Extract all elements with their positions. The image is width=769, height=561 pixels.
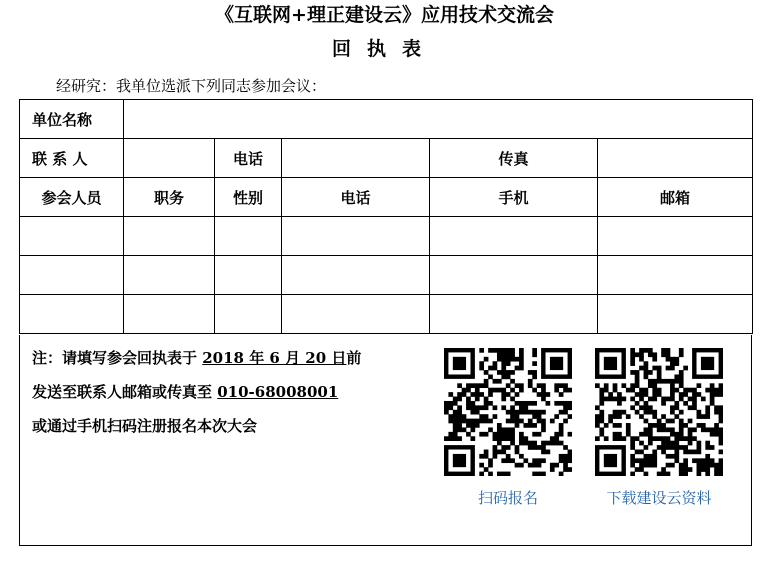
- column-header: 手机: [430, 178, 598, 217]
- table-cell[interactable]: [124, 256, 215, 295]
- fax-label: 传真: [430, 139, 598, 178]
- table-cell[interactable]: [215, 217, 282, 256]
- table-cell[interactable]: [282, 295, 430, 334]
- table-cell[interactable]: [430, 295, 598, 334]
- form-title: 《互联网+理正建设云》应用技术交流会: [215, 4, 554, 26]
- register-qr-label: 扫码报名: [477, 489, 538, 507]
- contact-field[interactable]: [124, 139, 215, 178]
- deadline-date: 2018 年 6 月 20 日: [202, 349, 347, 367]
- table-row: [20, 217, 753, 256]
- table-cell[interactable]: [215, 256, 282, 295]
- fax-number: 010-68008001: [217, 383, 339, 401]
- table-cell[interactable]: [282, 256, 430, 295]
- send-to-text: 发送至联系人邮箱或传真至: [32, 383, 218, 401]
- unit-name-label: 单位名称: [20, 100, 124, 139]
- column-header: 参会人员: [20, 178, 124, 217]
- table-row: [20, 256, 753, 295]
- contact-phone-field[interactable]: [282, 139, 430, 178]
- table-row: [20, 295, 753, 334]
- table-cell[interactable]: [124, 217, 215, 256]
- download-qr-code[interactable]: [595, 348, 723, 476]
- note-line-3: 或通过手机扫码注册报名本次大会: [32, 417, 258, 435]
- column-header: 职务: [124, 178, 215, 217]
- note-line-2: [32, 382, 338, 402]
- table-header-row: [20, 178, 753, 217]
- column-header: 性别: [215, 178, 282, 217]
- column-header: 电话: [282, 178, 430, 217]
- table-cell[interactable]: [598, 217, 753, 256]
- intro-text: 经研究：我单位选派下列同志参加会议：: [56, 77, 327, 95]
- note-suffix: 前: [346, 349, 362, 367]
- contact-label: 联 系 人: [20, 139, 124, 178]
- table-row: [20, 139, 753, 178]
- download-qr-label: 下载建设云资料: [606, 489, 712, 507]
- table-cell[interactable]: [598, 295, 753, 334]
- form-subtitle: 回执表: [331, 38, 437, 60]
- note-prefix: 注：请填写参会回执表于: [32, 349, 203, 367]
- table-cell[interactable]: [20, 217, 124, 256]
- note-section: [19, 335, 752, 546]
- table-cell[interactable]: [20, 295, 124, 334]
- table-cell[interactable]: [215, 295, 282, 334]
- unit-name-field[interactable]: [124, 100, 753, 139]
- note-line-1: [32, 348, 361, 368]
- table-cell[interactable]: [430, 217, 598, 256]
- table-cell[interactable]: [430, 256, 598, 295]
- table-cell[interactable]: [282, 217, 430, 256]
- fax-field[interactable]: [598, 139, 753, 178]
- registration-table: [19, 99, 753, 334]
- table-cell[interactable]: [20, 256, 124, 295]
- table-cell[interactable]: [598, 256, 753, 295]
- register-qr-code[interactable]: [444, 348, 572, 476]
- table-cell[interactable]: [124, 295, 215, 334]
- table-row: [20, 100, 753, 139]
- phone-label: 电话: [215, 139, 282, 178]
- column-header: 邮箱: [598, 178, 753, 217]
